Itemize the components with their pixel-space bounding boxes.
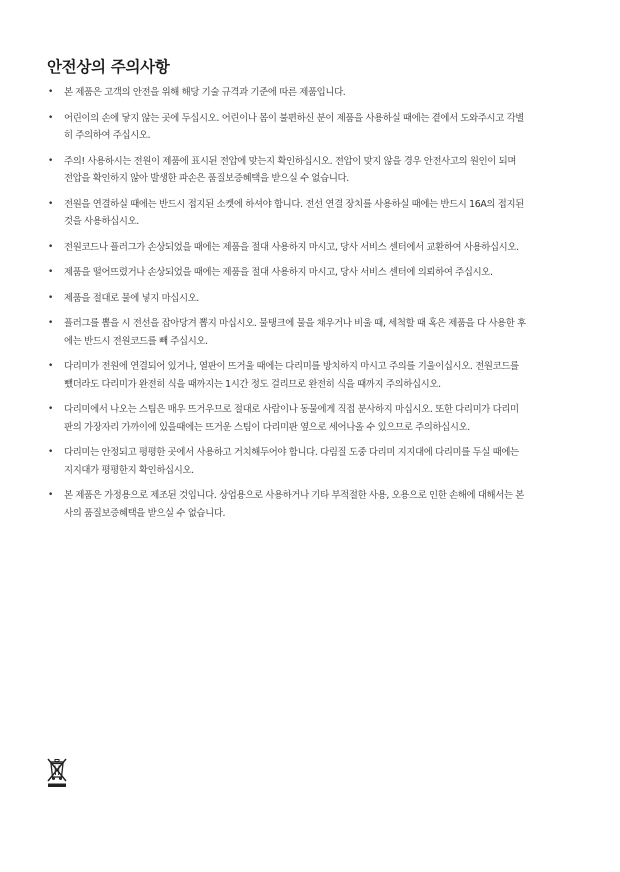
bullet-icon: • (48, 490, 53, 500)
list-item-text: 본 제품은 가정용으로 제조된 것입니다. 상업용으로 사용하거나 기타 부적절한 사용, 오용으로 인한 손해에 대해서는 본사의 품질보증혜택을 받으실 수 없습니다. (64, 490, 524, 519)
list-item-text: 다리미가 전원에 연결되어 있거나, 열판이 뜨거울 때에는 다리미를 방치하지 마시고 주의를 기울이십시오. 전원코드를 뺐더라도 다리미가 완전히 식을 때까지는 1시간 정도 걸리므로 완전히 식을 때까지 주의하십시오. (64, 361, 519, 390)
bullet-icon: • (48, 198, 53, 209)
bullet-icon: • (48, 155, 53, 166)
list-item-text: 전원을 연결하실 때에는 반드시 접지된 소켓에 하셔야 합니다. 전선 연결 장치를 사용하실 때에는 반드시 16A의 접지된 것을 사용하십시오. (64, 198, 524, 227)
list-item (47, 487, 527, 522)
bullet-icon: • (48, 361, 53, 371)
list-item-text: 제품을 떨어뜨렸거나 손상되었을 때에는 제품을 절대 사용하지 마시고, 당사 서비스 센터에 의뢰하여 주십시오. (64, 267, 493, 278)
list-item (47, 239, 527, 257)
list-item (47, 444, 527, 479)
list-item-text: 본 제품은 고객의 안전을 위해 해당 기술 규격과 기준에 따른 제품입니다. (64, 87, 346, 98)
bullet-icon: • (48, 267, 53, 277)
list-item (47, 315, 527, 350)
list-item-text: 어린이의 손에 닿지 않는 곳에 두십시오. 어린이나 몸이 불편하신 분이 제품을 사용하실 때에는 곁에서 도와주시고 각별히 주의하여 주십시오. (64, 112, 524, 141)
list-item (47, 84, 527, 102)
crossed-out-wheelie-bin-icon (45, 756, 69, 788)
list-item-text: 다리미에서 나오는 스팀은 매우 뜨거우므로 절대로 사람이나 동물에게 직접 분사하지 마십시오. 또한 다리미가 다리미 판의 가장자리 가까이에 있을때에는 뜨거운 스팀이 다리미판 옆으로 세어나올 수 있으므로 주의하십시오. (64, 404, 519, 433)
list-item (47, 264, 527, 282)
list-item-text: 플러그를 뽑을 시 전선을 잡아당겨 뽑지 마십시오. 물탱크에 물을 채우거나 비울 때, 세척할 때 혹은 제품을 다 사용한 후에는 반드시 전원코드를 빼 주십시오. (64, 318, 526, 347)
list-item (47, 110, 527, 145)
bullet-icon: • (48, 87, 53, 97)
bullet-icon: • (48, 447, 53, 457)
list-item-text: 제품을 절대로 물에 넣지 마십시오. (64, 292, 200, 304)
bullet-icon: • (48, 241, 53, 252)
list-item-text: 전원코드나 플러그가 손상되었을 때에는 제품을 절대 사용하지 마시고, 당사 서비스 센터에서 교환하여 사용하십시오. (64, 241, 519, 253)
list-item (47, 290, 527, 308)
bullet-icon: • (48, 112, 53, 123)
list-item-text: 주의! 사용하시는 전원이 제품에 표시된 전압에 맞는지 확인하십시오. 전압이 맞지 않을 경우 안전사고의 원인이 되며 전압을 확인하지 않아 발생한 파손은 품질보증혜택을 받으실 수 없습니다. (64, 155, 517, 184)
bullet-icon: • (48, 404, 53, 414)
list-item (47, 153, 527, 188)
page-title: 안전상의 주의사항 (47, 58, 170, 76)
list-item (47, 358, 527, 393)
safety-precautions-list (47, 84, 527, 530)
list-item (47, 196, 527, 231)
bullet-icon: • (48, 292, 53, 303)
list-item-text: 다리미는 안정되고 평평한 곳에서 사용하고 거치해두어야 합니다. 다림질 도중 다리미 지지대에 다리미를 두실 때에는 지지대가 평평한지 확인하십시오. (64, 447, 519, 476)
list-item (47, 401, 527, 436)
bullet-icon: • (48, 318, 53, 328)
